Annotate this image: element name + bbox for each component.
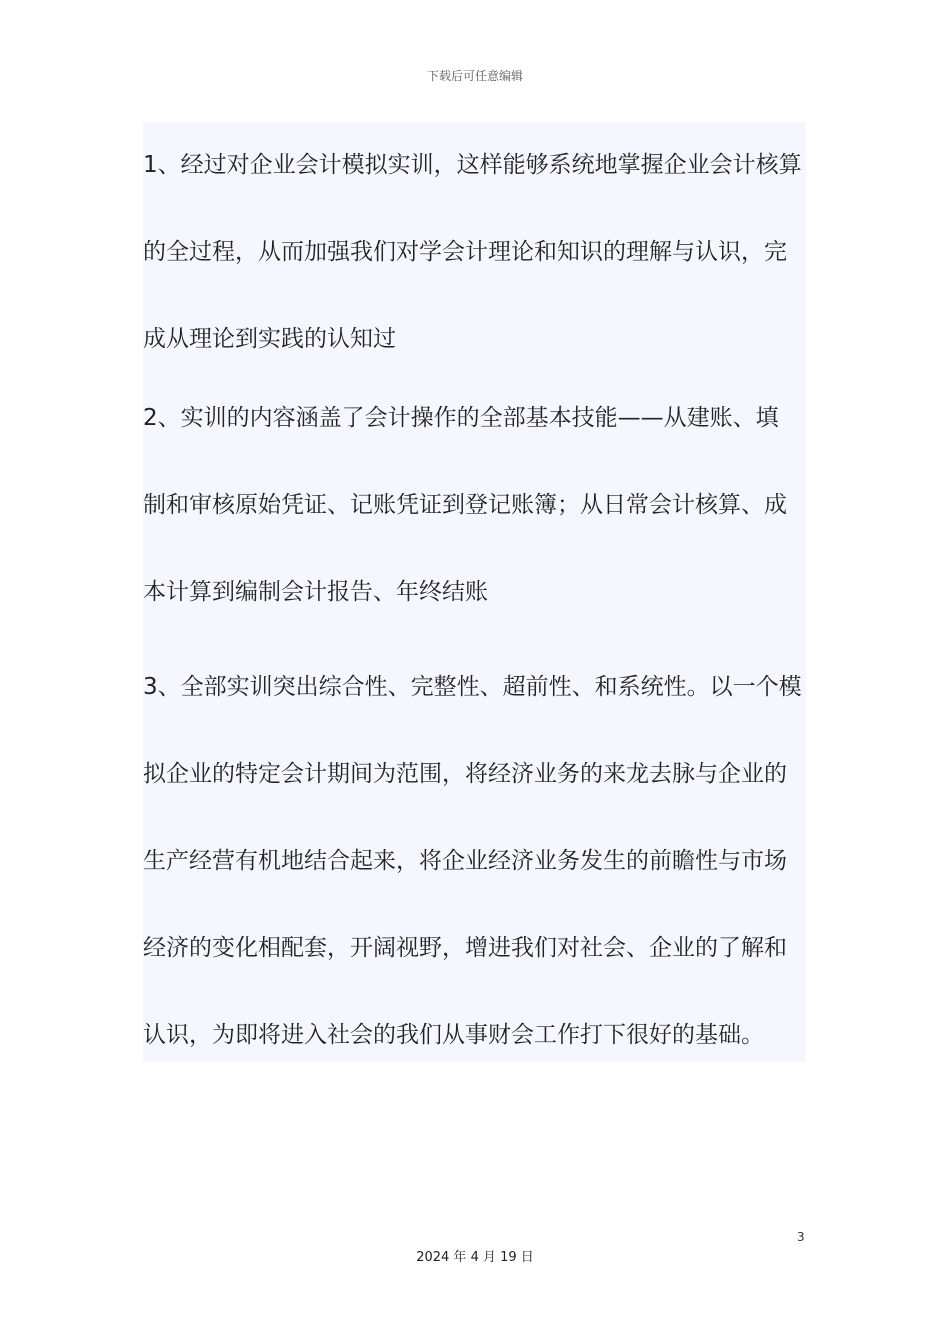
paragraph-line: 生产经营有机地结合起来，将企业经济业务发生的前瞻性与市场 xyxy=(143,848,787,874)
paragraph-line: 3、全部实训突出综合性、完整性、超前性、和系统性。以一个模 xyxy=(143,674,802,700)
footer-date: 2024 年 4 月 19 日 xyxy=(416,1250,534,1265)
paragraph-1 xyxy=(143,122,806,383)
paragraph-line: 成从理论到实践的认知过 xyxy=(143,326,396,352)
paragraph-line: 的全过程，从而加强我们对学会计理论和知识的理解与认识，完 xyxy=(143,239,787,265)
paragraph-line: 本计算到编制会计报告、年终结账 xyxy=(143,579,488,605)
paragraph-line: 制和审核原始凭证、记账凭证到登记账簿；从日常会计核算、成 xyxy=(143,492,787,518)
paragraph-3 xyxy=(143,644,806,1079)
paragraph-line: 2、实训的内容涵盖了会计操作的全部基本技能——从建账、填 xyxy=(143,405,779,431)
paragraph-line: 认识，为即将进入社会的我们从事财会工作打下很好的基础。 xyxy=(143,1022,764,1048)
paragraph-2 xyxy=(143,375,806,636)
paragraph-line: 拟企业的特定会计期间为范围，将经济业务的来龙去脉与企业的 xyxy=(143,761,787,787)
page-header: 下载后可任意编辑 xyxy=(426,69,523,83)
page-number: 3 xyxy=(797,1230,805,1244)
paragraph-line: 1、经过对企业会计模拟实训，这样能够系统地掌握企业会计核算 xyxy=(143,152,802,178)
paragraph-line: 经济的变化相配套，开阔视野，增进我们对社会、企业的了解和 xyxy=(143,935,787,961)
document-body xyxy=(143,122,806,1062)
